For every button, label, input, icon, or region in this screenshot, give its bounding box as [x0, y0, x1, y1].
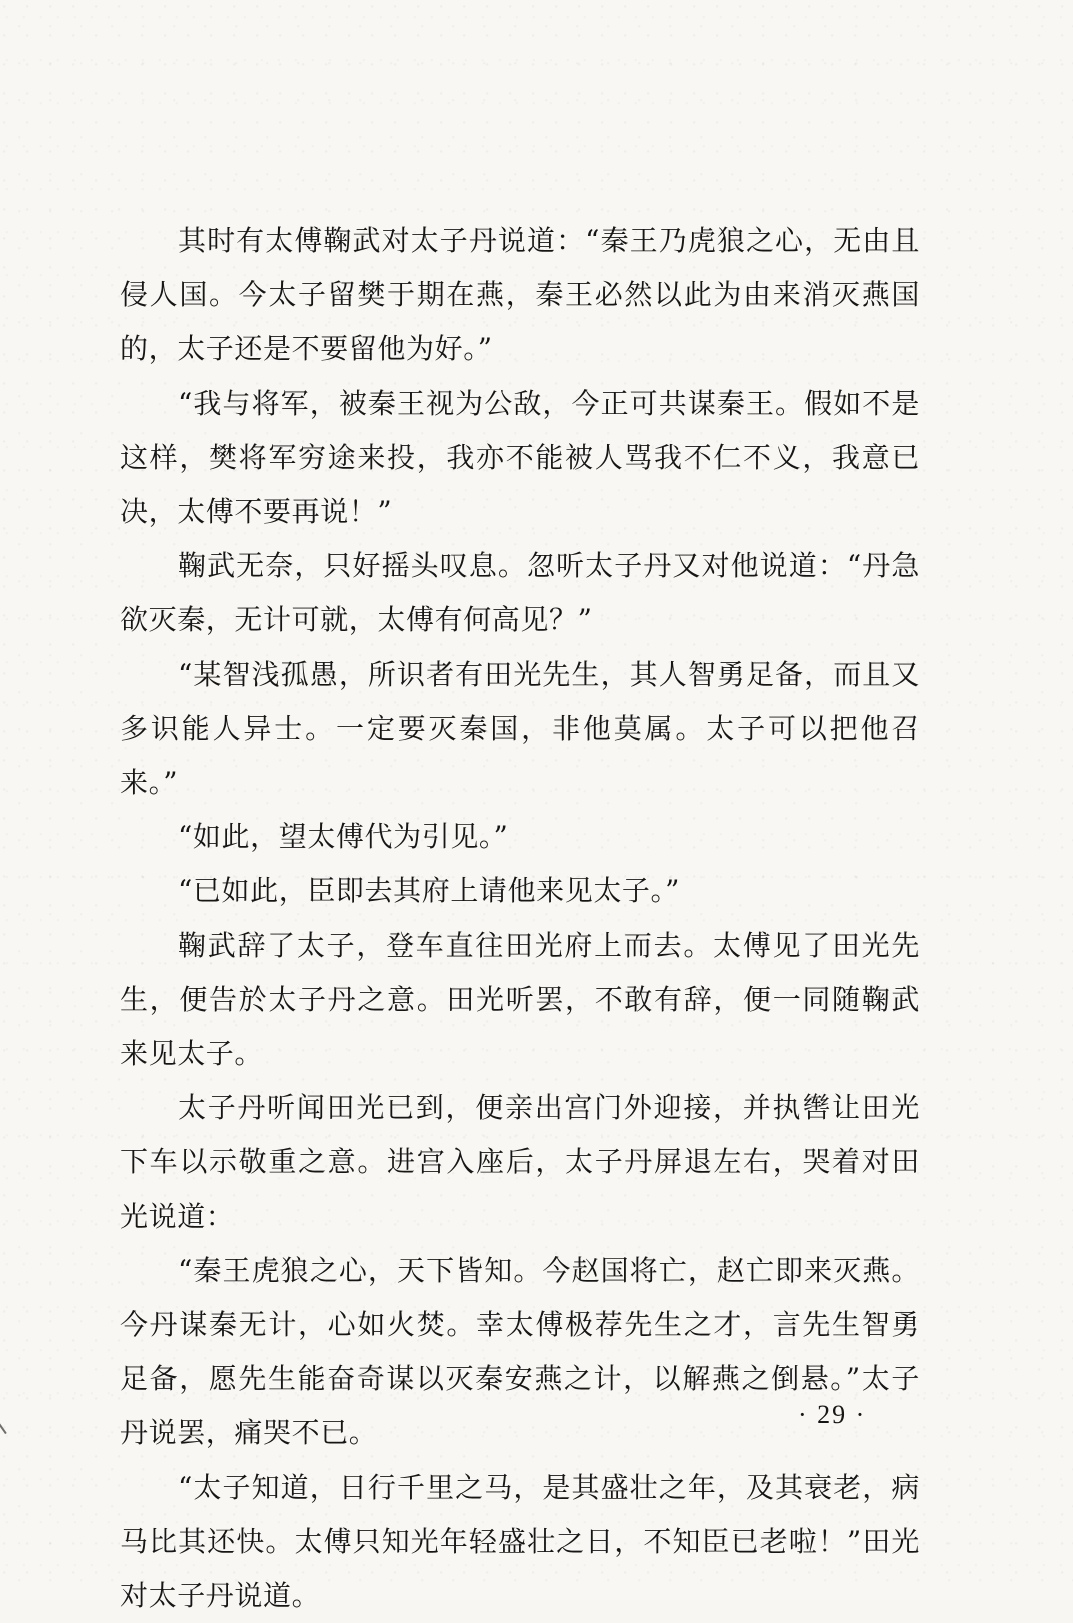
paragraph-1: 其时有太傅鞠武对太子丹说道：“秦王乃虎狼之心，无由且侵人国。今太子留樊于期在燕，秦王必然以此为由来消灭燕国的，太子还是不要留他为好。” — [120, 224, 920, 366]
paragraph-2: “我与将军，被秦王视为公敌，今正可共谋秦王。假如不是这样，樊将军穷途来投，我亦不能被人骂我不仁不义，我意已决，太傅不要再说！” — [120, 386, 920, 529]
page-number: · 29 · — [798, 1400, 867, 1429]
paragraph-7: 鞠武辞了太子，登车直往田光府上而去。太傅见了田光先生，便告於太子丹之意。田光听罢，不敢有辞，便一同随鞠武来见太子。 — [120, 928, 920, 1071]
paragraph-8: 太子丹听闻田光已到，便亲出宫门外迎接，并执辔让田光下车以示敬重之意。进宫入座后，太子丹屏退左右，哭着对田光说道： — [120, 1091, 920, 1233]
paragraph-5: “如此，望太傅代为引见。” — [178, 820, 509, 854]
scan-edge-mark — [0, 1416, 15, 1434]
paragraph-9: “秦王虎狼之心，天下皆知。今赵国将亡，赵亡即来灭燕。今丹谋秦无计，心如火焚。幸太傅极荐先生之才，言先生智勇足备，愿先生能奋奇谋以灭秦安燕之计，以解燕之倒悬。”太子丹说罢，痛哭不已。 — [120, 1253, 920, 1450]
paragraph-10: “太子知道，日行千里之马，是其盛壮之年，及其衰老，病马比其还快。太傅只知光年轻盛壮之日，不知臣已老啦！”田光对太子丹说道。 — [120, 1470, 920, 1613]
paragraph-4: “某智浅孤愚，所识者有田光先生，其人智勇足备，而且又多识能人异士。一定要灭秦国，非他莫属。太子可以把他召来。” — [120, 657, 920, 800]
paragraph-3: 鞠武无奈，只好摇头叹息。忽听太子丹又对他说道：“丹急欲灭秦，无计可就，太傅有何高见？” — [120, 549, 920, 637]
paragraph-6: “已如此，臣即去其府上请他来见太子。” — [178, 874, 681, 908]
